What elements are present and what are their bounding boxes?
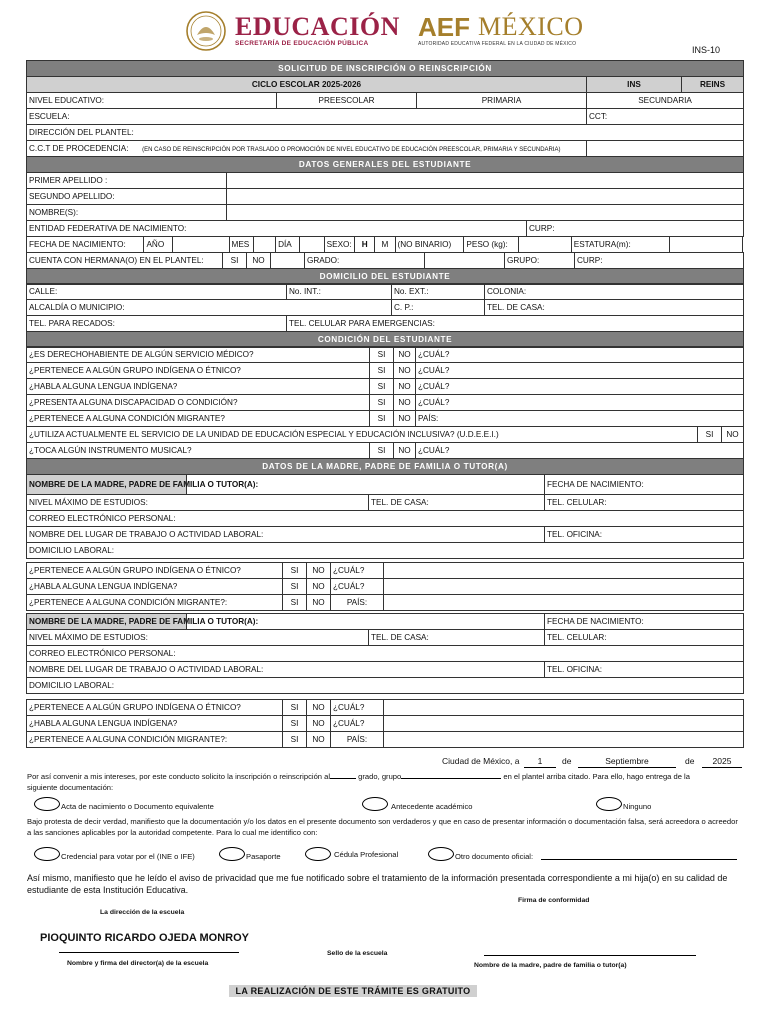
tel-recados-field[interactable]: TEL. PARA RECADOS: <box>27 316 287 332</box>
primer-apellido-field[interactable] <box>227 173 744 189</box>
antecedente-option-oval[interactable] <box>362 797 388 811</box>
madre-signature-line[interactable] <box>484 955 696 956</box>
convenir-text-4: siguiente documentación: <box>27 783 114 792</box>
cct-procedencia-note: (EN CASO DE REINSCRIPCIÓN POR TRASLADO O PROMOCIÓN DE NIVEL EDUCATIVO DE EDUCACIÓN PREESCOLAR, PRIMARIA Y SECUNDARIA) <box>142 147 561 153</box>
derecho-no[interactable]: NO <box>394 347 416 363</box>
cct-field[interactable]: CCT: <box>587 109 744 125</box>
ciudad-label: Ciudad de México, a <box>442 756 520 766</box>
ine-option-oval[interactable] <box>34 847 60 861</box>
tutor2-correo-field[interactable]: CORREO ELECTRÓNICO PERSONAL: <box>27 646 744 662</box>
secundaria-option[interactable]: SECUNDARIA <box>587 93 744 109</box>
hermana-no-option[interactable]: NO <box>247 253 271 269</box>
udeei-no[interactable]: NO <box>722 427 744 443</box>
tutor2-tel-casa-field[interactable]: TEL. DE CASA: <box>369 630 545 646</box>
tutor1-tel-oficina-field[interactable]: TEL. OFICINA: <box>545 527 744 543</box>
convenir-text-1: Por así convenir a mis intereses, por este conducto solicito la inscripción o reinscripción al <box>27 772 331 781</box>
derecho-cual[interactable]: ¿CUÁL? <box>416 347 744 363</box>
lengua-si[interactable]: SI <box>370 379 394 395</box>
tutor2-questions <box>26 699 744 748</box>
udeei-row <box>26 426 744 443</box>
section-domicilio: DOMICILIO DEL ESTUDIANTE <box>27 269 744 285</box>
q-derecho: ¿ES DERECHOHABIENTE DE ALGÚN SERVICIO MÉDICO? <box>27 347 370 363</box>
q-discap: ¿PRESENTA ALGUNA DISCAPACIDAD O CONDICIÓN? <box>27 395 370 411</box>
director-name: PIOQUINTO RICARDO OJEDA MONROY <box>40 932 250 944</box>
q-migrante: ¿PERTENECE A ALGUNA CONDICIÓN MIGRANTE? <box>27 411 370 427</box>
tutor2-lengua-cual: ¿CUÁL? <box>331 716 384 732</box>
date-day[interactable]: 1 <box>524 756 556 768</box>
tutor1-lengua-si[interactable]: SI <box>283 579 307 595</box>
cp-field[interactable]: C. P.: <box>392 300 485 316</box>
discap-si[interactable]: SI <box>370 395 394 411</box>
hermana-si-option[interactable]: SI <box>223 253 247 269</box>
pasaporte-option-label: Pasaporte <box>246 852 281 861</box>
tutor2-migrante-si[interactable]: SI <box>283 732 307 748</box>
tutor2-indigena-cual-field[interactable] <box>384 700 744 716</box>
grado-blank[interactable] <box>330 778 356 779</box>
madre-firma-label: Nombre de la madre, padre de familia o tutor(a) <box>474 962 627 969</box>
tutor2-nombre-label: NOMBRE DE LA MADRE, PADRE DE FAMILIA O TUTOR(A): <box>27 614 187 630</box>
acta-option-label: Acta de nacimiento o Documento equivalente <box>61 802 214 811</box>
ins-checkbox[interactable]: INS <box>587 77 682 93</box>
cct-procedencia-field[interactable] <box>27 141 587 157</box>
tel-casa-field[interactable]: TEL. DE CASA: <box>485 300 744 316</box>
tutor2-indigena-no[interactable]: NO <box>307 700 331 716</box>
tutor2-trabajo-field[interactable]: NOMBRE DEL LUGAR DE TRABAJO O ACTIVIDAD LABORAL: <box>27 662 545 678</box>
grupo-blank[interactable] <box>401 778 501 779</box>
migrante-si[interactable]: SI <box>370 411 394 427</box>
dia-field[interactable] <box>300 237 324 253</box>
tutor1-lengua-cual-field[interactable] <box>384 579 744 595</box>
hermana-blank[interactable] <box>271 253 305 269</box>
section-datos-generales: DATOS GENERALES DEL ESTUDIANTE <box>27 157 744 173</box>
date-de-2: de <box>685 756 695 766</box>
segundo-apellido-field[interactable] <box>227 189 744 205</box>
hermana-label: CUENTA CON HERMANA(O) EN EL PLANTEL: <box>27 253 223 269</box>
otro-document-line[interactable] <box>541 859 737 860</box>
musical-cual[interactable]: ¿CUÁL? <box>416 443 744 459</box>
no-ext-field[interactable]: No. EXT.: <box>392 284 485 300</box>
header <box>183 10 583 52</box>
gratuito-banner: LA REALIZACIÓN DE ESTE TRÁMITE ES GRATUITO <box>229 985 477 997</box>
tutor1-migrante-no[interactable]: NO <box>307 595 331 611</box>
hermana-row <box>26 252 744 285</box>
discap-no[interactable]: NO <box>394 395 416 411</box>
direccion-plantel-field[interactable]: DIRECCIÓN DEL PLANTEL: <box>27 125 744 141</box>
ninguno-option-oval[interactable] <box>596 797 622 811</box>
director-signature-line <box>59 952 239 953</box>
tutor2-nivel-field[interactable]: NIVEL MÁXIMO DE ESTUDIOS: <box>27 630 369 646</box>
tutor1-section <box>26 474 744 559</box>
grado-value[interactable] <box>425 253 505 269</box>
address-section <box>26 283 744 348</box>
nombres-label: NOMBRE(S): <box>27 205 227 221</box>
tutor1-lengua-no[interactable]: NO <box>307 579 331 595</box>
entidad-field[interactable]: ENTIDAD FEDERATIVA DE NACIMIENTO: <box>27 221 527 237</box>
tutor2-q-migrante: ¿PERTENECE A ALGUNA CONDICIÓN MIGRANTE?: <box>27 732 283 748</box>
tutor2-migrante-no[interactable]: NO <box>307 732 331 748</box>
sep-subtitle: SECRETARÍA DE EDUCACIÓN PÚBLICA <box>235 40 369 47</box>
tutor1-lengua-cual: ¿CUÁL? <box>331 579 384 595</box>
pasaporte-option-oval[interactable] <box>219 847 245 861</box>
section-tutor: DATOS DE LA MADRE, PADRE DE FAMILIA O TUTOR(A) <box>27 459 744 475</box>
q-musical: ¿TOCA ALGÚN INSTRUMENTO MUSICAL? <box>27 443 370 459</box>
tutor1-questions <box>26 562 744 611</box>
tutor2-fecha-nac-field[interactable]: FECHA DE NACIMIENTO: <box>545 614 744 630</box>
sexo-label: SEXO: <box>324 237 354 253</box>
anio-field[interactable] <box>172 237 229 253</box>
tutor1-indigena-cual: ¿CUÁL? <box>331 563 384 579</box>
form-title: SOLICITUD DE INSCRIPCIÓN O REINSCRIPCIÓN <box>27 61 744 77</box>
convenir-paragraph <box>27 771 743 793</box>
cedula-option-label: Cédula Profesional <box>334 850 399 859</box>
lengua-cual[interactable]: ¿CUÁL? <box>416 379 744 395</box>
mes-field[interactable] <box>253 237 275 253</box>
peso-label: PESO (kg): <box>464 237 519 253</box>
tutor1-indigena-no[interactable]: NO <box>307 563 331 579</box>
tutor2-section <box>26 613 744 694</box>
otro-option-label: Otro documento oficial: <box>455 852 534 861</box>
sello-label: Sello de la escuela <box>327 950 388 957</box>
musical-no[interactable]: NO <box>394 443 416 459</box>
convenir-text-2: grado, grupo <box>358 772 402 781</box>
otro-option-oval[interactable] <box>428 847 454 861</box>
aef-subtitle: AUTORIDAD EDUCATIVA FEDERAL EN LA CIUDAD DE MÉXICO <box>418 41 577 47</box>
udeei-si[interactable]: SI <box>698 427 722 443</box>
indigena-no[interactable]: NO <box>394 363 416 379</box>
preescolar-option[interactable]: PREESCOLAR <box>277 93 417 109</box>
tutor1-tel-casa-field[interactable]: TEL. DE CASA: <box>369 495 545 511</box>
tutor2-indigena-si[interactable]: SI <box>283 700 307 716</box>
tutor2-q-lengua: ¿HABLA ALGUNA LENGUA INDÍGENA? <box>27 716 283 732</box>
condition-section <box>26 346 744 427</box>
coat-of-arms-seal-icon <box>183 10 229 52</box>
grado-field[interactable]: GRADO: <box>305 253 425 269</box>
q-lengua: ¿HABLA ALGUNA LENGUA INDÍGENA? <box>27 379 370 395</box>
sexo-m-option[interactable]: M <box>375 237 395 253</box>
musical-si[interactable]: SI <box>370 443 394 459</box>
nombres-field[interactable] <box>227 205 744 221</box>
tutor1-fecha-nac-field[interactable]: FECHA DE NACIMIENTO: <box>545 475 744 495</box>
form-code: INS-10 <box>692 45 721 55</box>
tutor1-migrante-pais-field[interactable] <box>384 595 744 611</box>
escuela-field[interactable]: ESCUELA: <box>27 109 587 125</box>
tutor2-domicilio-laboral-field[interactable]: DOMICILIO LABORAL: <box>27 678 744 694</box>
nivel-educativo-label: NIVEL EDUCATIVO: <box>27 93 277 109</box>
segundo-apellido-label: SEGUNDO APELLIDO: <box>27 189 227 205</box>
curp-field[interactable]: CURP: <box>527 221 744 237</box>
tutor2-indigena-cual: ¿CUÁL? <box>331 700 384 716</box>
indigena-cual[interactable]: ¿CUÁL? <box>416 363 744 379</box>
school-section <box>26 60 744 173</box>
calle-field[interactable]: CALLE: <box>27 284 287 300</box>
reins-checkbox[interactable]: REINS <box>682 77 744 93</box>
tutor1-q-lengua: ¿HABLA ALGUNA LENGUA INDÍGENA? <box>27 579 283 595</box>
primer-apellido-label: PRIMER APELLIDO : <box>27 173 227 189</box>
anio-label: AÑO <box>144 237 172 253</box>
migrante-pais[interactable]: PAÍS: <box>416 411 744 427</box>
director-firma-label: Nombre y firma del director(a) de la escuela <box>67 960 209 967</box>
tutor2-tel-celular-field[interactable]: TEL. CELULAR: <box>545 630 744 646</box>
musical-row <box>26 442 744 475</box>
estatura-field[interactable] <box>669 237 742 253</box>
direccion-escuela-label: La dirección de la escuela <box>100 909 185 916</box>
tutor1-tel-celular-field[interactable]: TEL. CELULAR: <box>545 495 744 511</box>
tutor1-nombre-label: NOMBRE DE LA MADRE, PADRE DE FAMILIA O TUTOR(A): <box>27 475 187 495</box>
fecha-nac-label: FECHA DE NACIMIENTO: <box>27 237 144 253</box>
tutor2-migrante-pais-field[interactable] <box>384 732 744 748</box>
indigena-si[interactable]: SI <box>370 363 394 379</box>
date-month[interactable]: Septiembre <box>578 756 676 768</box>
ine-option-label: Credencial para votar por el (INE o IFE) <box>61 852 195 861</box>
colonia-field[interactable]: COLONIA: <box>485 284 744 300</box>
tutor2-lengua-si[interactable]: SI <box>283 716 307 732</box>
ninguno-option-label: Ninguno <box>623 802 652 811</box>
peso-field[interactable] <box>519 237 572 253</box>
tutor1-domicilio-laboral-field[interactable]: DOMICILIO LABORAL: <box>27 543 744 559</box>
discap-cual[interactable]: ¿CUÁL? <box>416 395 744 411</box>
curp-hermana-field[interactable]: CURP: <box>575 253 744 269</box>
convenir-text-3: en el plantel arriba citado. Para ello, hago entrega de la <box>503 772 690 781</box>
date-year[interactable]: 2025 <box>702 756 742 768</box>
section-condicion: CONDICIÓN DEL ESTUDIANTE <box>27 332 744 348</box>
tutor1-q-indigena: ¿PERTENECE A ALGÚN GRUPO INDÍGENA O ÉTNICO? <box>27 563 283 579</box>
migrante-no[interactable]: NO <box>394 411 416 427</box>
tutor1-indigena-si[interactable]: SI <box>283 563 307 579</box>
no-int-field[interactable]: No. INT.: <box>287 284 392 300</box>
tutor2-lengua-cual-field[interactable] <box>384 716 744 732</box>
tutor2-tel-oficina-field[interactable]: TEL. OFICINA: <box>545 662 744 678</box>
antecedente-option-label: Antecedente académico <box>391 802 473 811</box>
grupo-field[interactable]: GRUPO: <box>505 253 575 269</box>
firma-conformidad-label: Firma de conformidad <box>518 897 590 904</box>
derecho-si[interactable]: SI <box>370 347 394 363</box>
no-binario-option[interactable]: (NO BINARIO) <box>395 237 464 253</box>
educacion-logo-text: EDUCACIÓN <box>235 12 400 41</box>
sexo-h-option[interactable]: H <box>355 237 375 253</box>
q-indigena: ¿PERTENECE A ALGÚN GRUPO INDÍGENA O ÉTNICO? <box>27 363 370 379</box>
tutor1-indigena-cual-field[interactable] <box>384 563 744 579</box>
privacidad-paragraph: Así mismo, manifiesto que he leído el aviso de privacidad que me fue notificado sobre el tratamiento de la información presentada correspondiente a mi hija(o) en su calidad de estudiante de esta Institución Educativa. <box>27 873 728 895</box>
dia-label: DÍA <box>276 237 300 253</box>
cedula-option-oval[interactable] <box>305 847 331 861</box>
protesta-paragraph: Bajo protesta de decir verdad, manifiesto que la documentación y/o los datos en el presente documento son verdaderos y que en caso de presentar información o documentación falsa, será acreedora o acreedor a las sanciones aplicables por la autoridad competente. Para lo cual me identifico con: <box>27 817 738 837</box>
tutor1-trabajo-field[interactable]: NOMBRE DEL LUGAR DE TRABAJO O ACTIVIDAD LABORAL: <box>27 527 545 543</box>
acta-option-oval[interactable] <box>34 797 60 811</box>
cct-procedencia-label: C.C.T DE PROCEDENCIA: <box>29 144 129 153</box>
tutor1-migrante-si[interactable]: SI <box>283 595 307 611</box>
tutor2-q-indigena: ¿PERTENECE A ALGÚN GRUPO INDÍGENA O ÉTNICO? <box>27 700 283 716</box>
mexico-logo-text: MÉXICO <box>478 12 584 41</box>
tutor1-q-migrante: ¿PERTENECE A ALGUNA CONDICIÓN MIGRANTE?: <box>27 595 283 611</box>
primaria-option[interactable]: PRIMARIA <box>417 93 587 109</box>
student-general-section <box>26 172 744 237</box>
estatura-label: ESTATURA(m): <box>571 237 669 253</box>
q-udeei: ¿UTILIZA ACTUALMENTE EL SERVICIO DE LA UNIDAD DE EDUCACIÓN ESPECIAL Y EDUCACIÓN INCLUSIVA? (U.D.E.E.I.) <box>27 427 698 443</box>
mes-label: MES <box>229 237 253 253</box>
birth-row <box>26 236 743 253</box>
tutor1-migrante-pais: PAÍS: <box>331 595 384 611</box>
aef-logo-text: AEF <box>418 12 470 42</box>
tutor1-correo-field[interactable]: CORREO ELECTRÓNICO PERSONAL: <box>27 511 744 527</box>
ciclo-escolar: CICLO ESCOLAR 2025-2026 <box>27 77 587 93</box>
tutor2-lengua-no[interactable]: NO <box>307 716 331 732</box>
cct-procedencia-value[interactable] <box>587 141 744 157</box>
lengua-no[interactable]: NO <box>394 379 416 395</box>
tutor1-nivel-field[interactable]: NIVEL MÁXIMO DE ESTUDIOS: <box>27 495 369 511</box>
tel-celular-emerg-field[interactable]: TEL. CELULAR PARA EMERGENCIAS: <box>287 316 744 332</box>
tutor2-migrante-pais: PAÍS: <box>331 732 384 748</box>
date-de-1: de <box>562 756 572 766</box>
alcaldia-field[interactable]: ALCALDÍA O MUNICIPIO: <box>27 300 392 316</box>
